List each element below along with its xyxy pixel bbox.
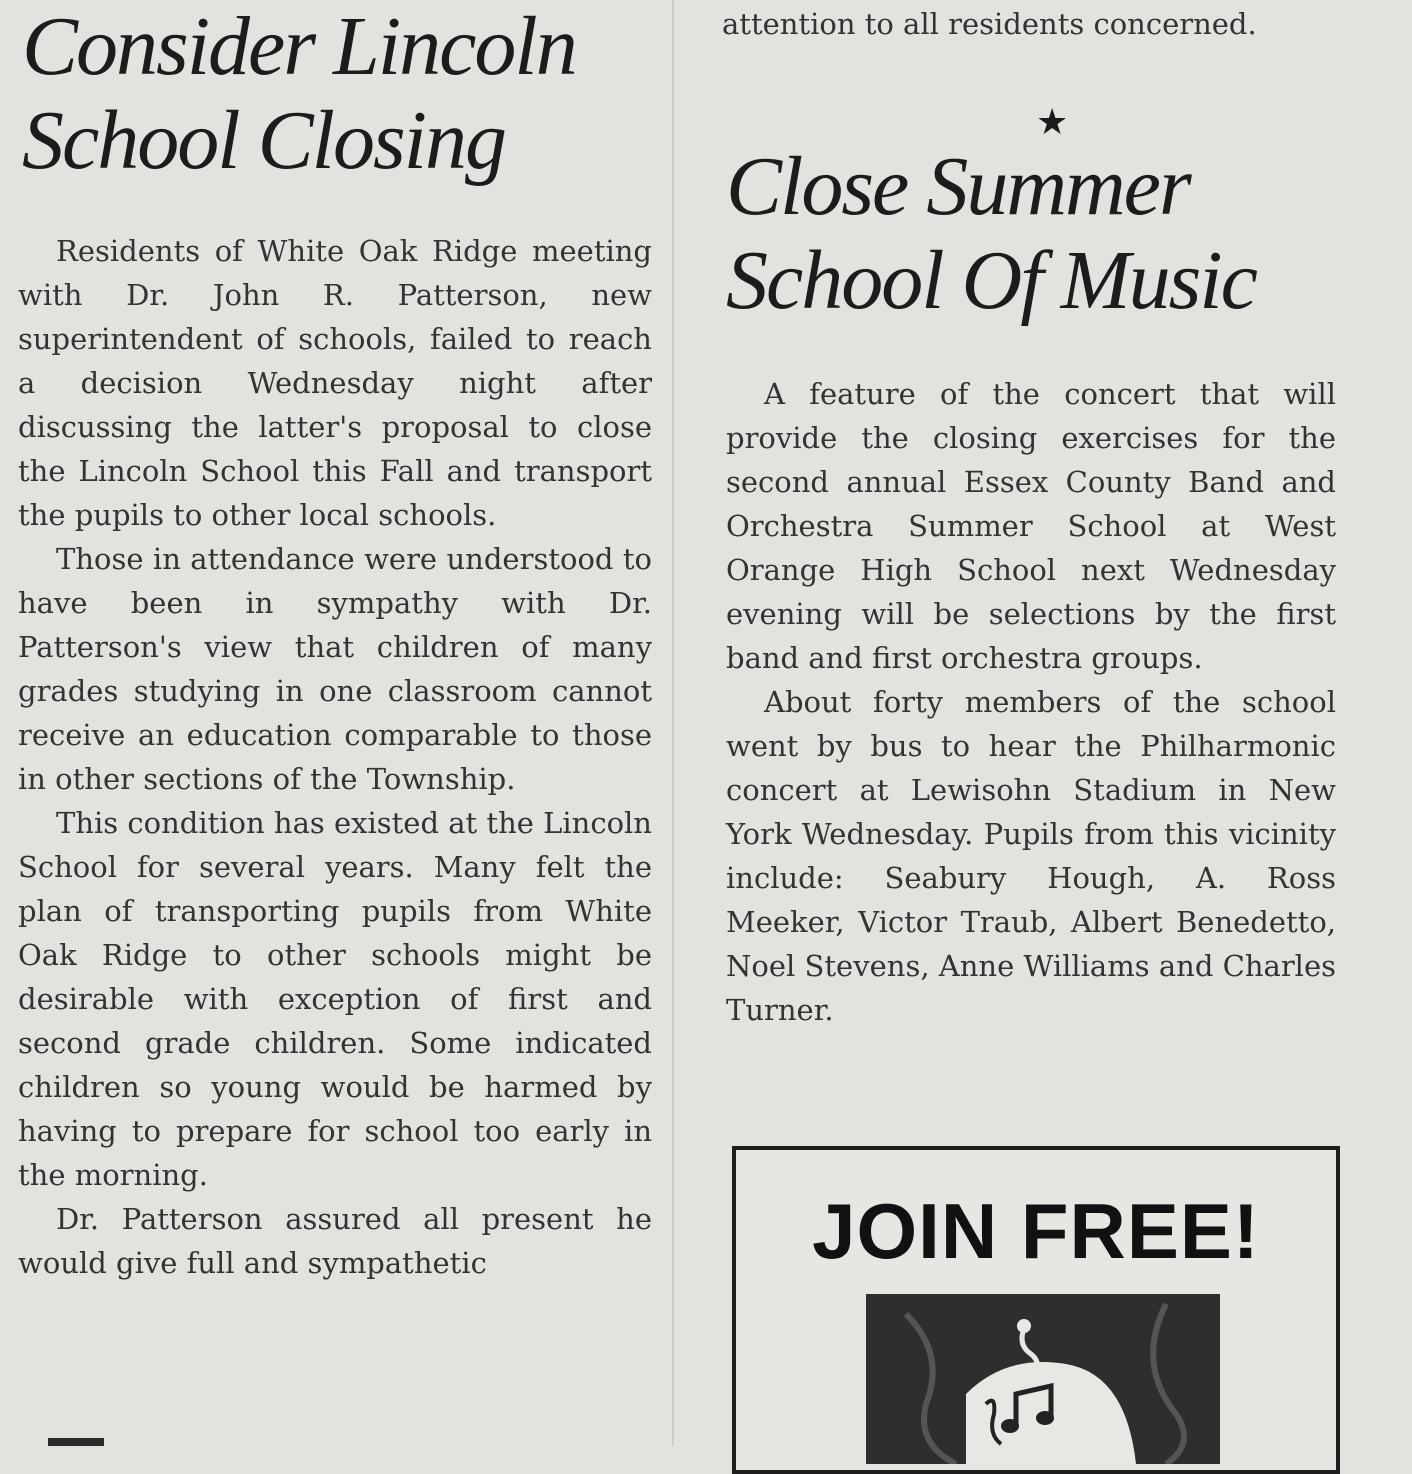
paragraph: Residents of White Oak Ridge meeting with Dr. John R. Patterson, new superintendent of schools, failed to reach a decision Wednesday night after discussing the latter's proposal to close the Lincoln School this Fall and transport the pupils to other local schools. — [18, 234, 652, 532]
musical-note-icon — [866, 1294, 1220, 1464]
headline-line-1: Close Summer — [726, 140, 1190, 233]
star-separator-icon: ★ — [1036, 102, 1069, 143]
headline-summer-school — [726, 140, 1256, 328]
paragraph: Dr. Patterson assured all present he would give full and sympathetic — [18, 1202, 652, 1280]
ad-title: JOIN FREE! — [812, 1187, 1260, 1275]
article-body-lincoln — [18, 229, 652, 1285]
paragraph: About forty members of the school went by bus to hear the Philharmonic concert at Lewisohn Stadium in New York Wednesday. Pupils from this vicinity include: Seabury Hough, A. Ross Meeker, Victor Traub, Albert Benedetto, Noel Stevens, Anne Williams and Charles Turner. — [726, 685, 1336, 1027]
headline-line-2: School Of Music — [726, 234, 1256, 327]
advertisement-box — [732, 1146, 1340, 1474]
right-column — [722, 0, 1338, 1446]
headline-line-1: Consider Lincoln — [22, 0, 576, 93]
paragraph: This condition has existed at the Lincoln School for several years. Many felt the plan of transporting pupils from White Oak Ridge to other schools might be desirable with exception of first and second grade children. Some indicated children so young would be harmed by having to prepare for school too early in the morning. — [18, 806, 652, 1192]
article-body-music — [726, 372, 1336, 1032]
paragraph: A feature of the concert that will provide the closing exercises for the second annual Essex County Band and Orchestra Summer School at West Orange High School next Wednesday evening will be selections by the first band and first orchestra groups. — [726, 377, 1336, 675]
paragraph: Those in attendance were understood to have been in sympathy with Dr. Patterson's view that children of many grades studying in one classroom cannot receive an education comparable to those in other sections of the Township. — [18, 542, 652, 796]
left-column — [18, 0, 654, 1446]
column-rule-mark — [48, 1438, 104, 1446]
column-rule — [672, 0, 674, 1446]
article-continuation: attention to all residents concerned. — [722, 7, 1257, 41]
ad-illustration — [866, 1294, 1220, 1464]
headline-lincoln-school — [22, 0, 576, 188]
headline-line-2: School Closing — [22, 94, 506, 187]
